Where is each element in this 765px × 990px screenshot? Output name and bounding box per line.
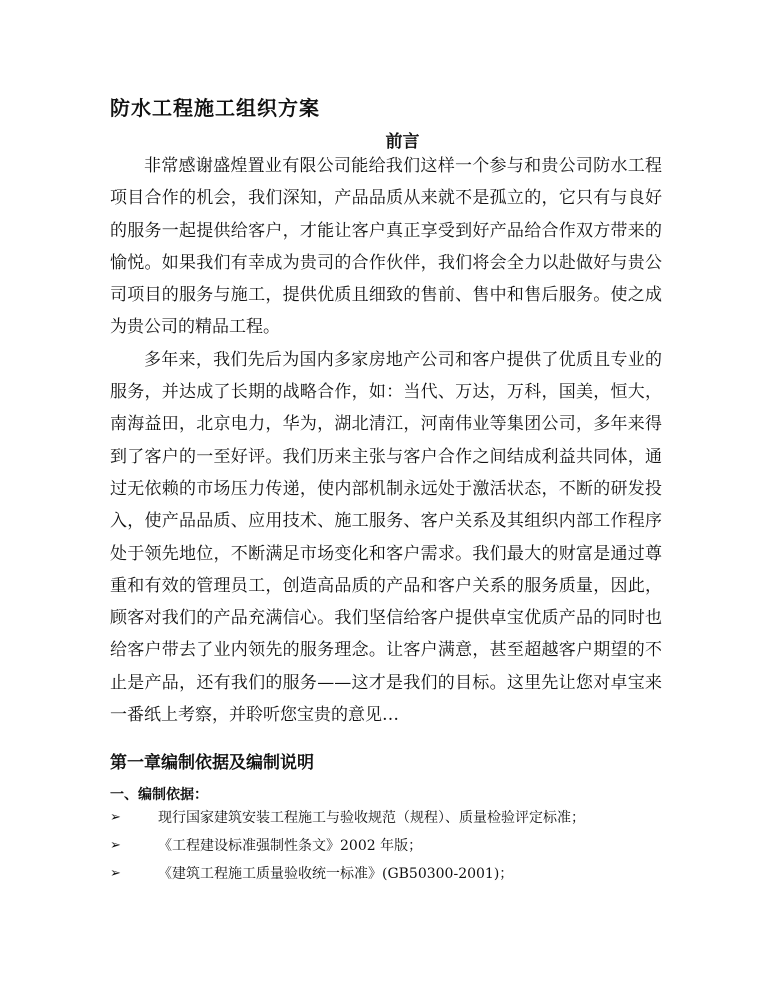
arrow-bullet-icon: ➢ <box>110 810 121 825</box>
chapter-title: 第一章编制依据及编制说明 <box>110 753 314 773</box>
list-item-text: 现行国家建筑安装工程施工与验收规范（规程）、质量检验评定标准； <box>158 810 585 826</box>
paragraph: 多年来，我们先后为国内多家房地产公司和客户提供了优质且专业的服务，并达成了长期的战略合作，如：当代、万达，万科，国美，恒大，南海益田，北京电力，华为，湖北清江，河南伟业等集团公司，多年来得到了客户的一至好评。我们历来主张与客户合作之间结成利益共同体，通过无依赖的市场压力传递，使内部机制永远处于激活状态，不断的研发投入，使产品品质、应用技术、施工服务、客户关系及其组织内部工作程序处于领先地位，不断满足市场变化和客户需求。我们最大的财富是通过尊重和有效的管理员工，创造高品质的产品和客户关系的服务质量，因此，顾客对我们的产品充满信心。我们坚信给客户提供卓宝优质产品的同时也给客户带去了业内领先的服务理念。让客户满意，甚至超越客户期望的不止是产品，还有我们的服务——这才是我们的目标。这里先让您对卓宝来一番纸上考察，并聆听您宝贵的意见… <box>110 349 662 726</box>
list-item-text: 《工程建设标准强制性条文》2002 年版； <box>158 838 423 854</box>
sub-heading: 一、编制依据： <box>110 787 208 803</box>
preface-body <box>110 150 662 731</box>
document-title: 防水工程施工组织方案 <box>110 96 320 120</box>
list-item <box>110 832 670 860</box>
arrow-bullet-icon: ➢ <box>110 838 121 853</box>
arrow-bullet-icon: ➢ <box>110 866 121 881</box>
paragraph: 非常感谢盛煌置业有限公司能给我们这样一个参与和贵公司防水工程项目合作的机会，我们深知，产品品质从来就不是孤立的，它只有与良好的服务一起提供给客户，才能让客户真正享受到好产品给合作双方带来的愉悦。如果我们有幸成为贵司的合作伙伴，我们将会全力以赴做好与贵公司项目的服务与施工，提供优质且细致的售前、售中和售后服务。使之成为贵公司的精品工程。 <box>110 156 662 338</box>
basis-list <box>110 804 670 888</box>
list-item <box>110 804 670 832</box>
list-item-text: 《建筑工程施工质量验收统一标准》(GB50300-2001)； <box>158 866 514 882</box>
section-title-preface: 前言 <box>385 132 420 152</box>
list-item <box>110 860 670 888</box>
